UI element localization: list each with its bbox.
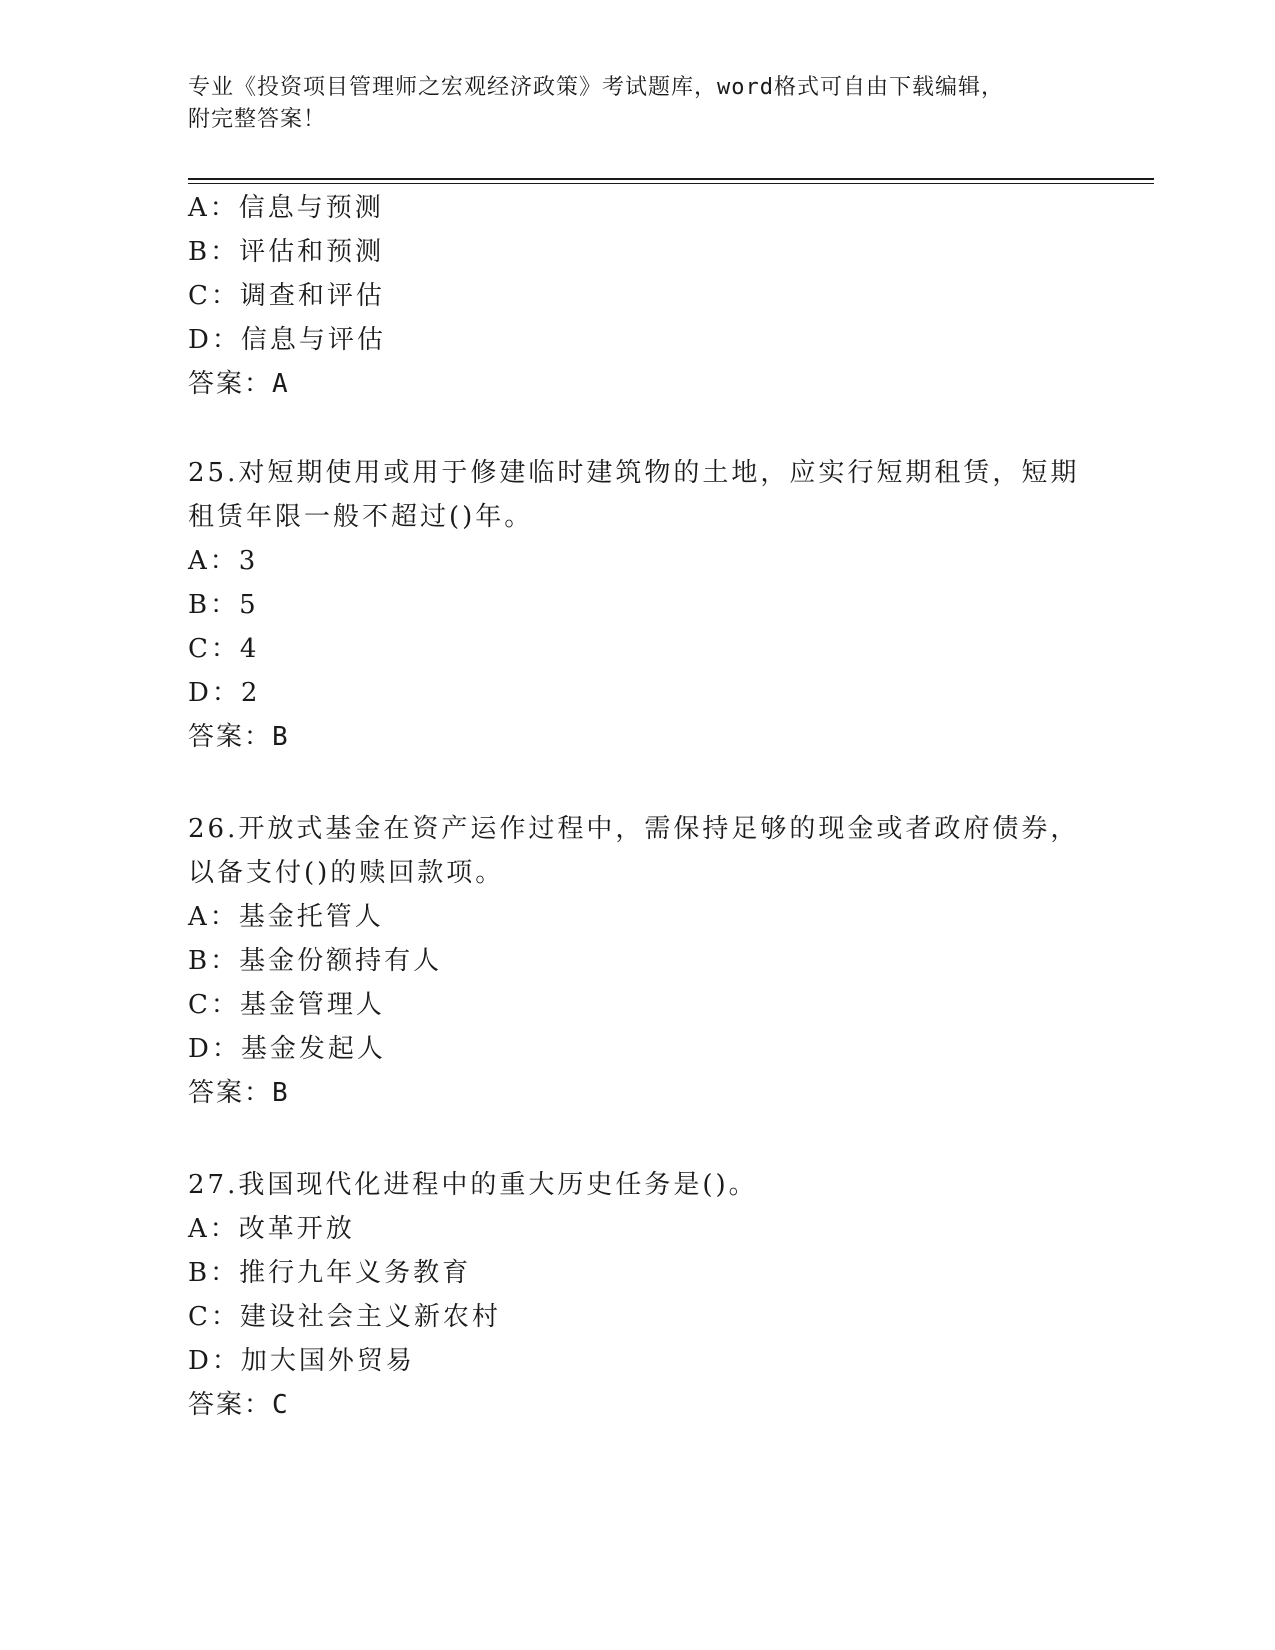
option-text: 信息与评估 <box>240 325 386 355</box>
question-stem-line: 27.我国现代化进程中的重大历史任务是()。 <box>188 1170 758 1200</box>
option-label: A： <box>188 193 239 223</box>
header-line-1: 专业《投资项目管理师之宏观经济政策》考试题库，word格式可自由下载编辑， <box>188 75 1004 100</box>
option-label: A： <box>188 902 239 932</box>
option-line <box>188 185 384 231</box>
option-text: 加大国外贸易 <box>240 1346 415 1376</box>
option-text: 4 <box>239 634 260 664</box>
option-line <box>188 1294 501 1340</box>
answer-value: B <box>272 722 288 752</box>
option-label: C： <box>188 1302 240 1332</box>
option-line <box>188 938 442 984</box>
document-header <box>188 72 1088 136</box>
option-line <box>188 1250 471 1296</box>
option-text: 3 <box>238 546 259 576</box>
option-line <box>188 982 385 1028</box>
option-text: 改革开放 <box>238 1214 355 1244</box>
answer-label: 答案： <box>188 722 273 752</box>
option-line <box>188 317 386 363</box>
option-label: C： <box>188 281 240 311</box>
option-label: B： <box>188 1258 240 1288</box>
answer-value: C <box>272 1390 288 1420</box>
answer-label: 答案： <box>188 1390 273 1420</box>
header-line-2: 附完整答案！ <box>188 107 327 132</box>
answer-value: A <box>272 369 288 399</box>
answer-value: B <box>272 1078 288 1108</box>
option-label: D： <box>188 325 241 355</box>
option-label: D： <box>188 1346 241 1376</box>
option-text: 信息与预测 <box>238 193 384 223</box>
option-label: C： <box>188 990 240 1020</box>
answer-label: 答案： <box>188 369 273 399</box>
option-label: B： <box>188 237 240 267</box>
answer-line <box>188 714 288 760</box>
option-line <box>188 1206 355 1252</box>
option-text: 基金托管人 <box>238 902 384 932</box>
option-line <box>188 538 258 584</box>
option-label: B： <box>188 946 240 976</box>
option-line <box>188 1026 386 1072</box>
question-stem-line: 25.对短期使用或用于修建临时建筑物的土地，应实行短期租赁，短期 <box>188 458 1080 488</box>
answer-line <box>188 1070 288 1116</box>
option-text: 基金管理人 <box>239 990 385 1020</box>
option-label: D： <box>188 1034 241 1064</box>
option-line <box>188 273 385 319</box>
option-text: 推行九年义务教育 <box>239 1258 472 1288</box>
option-label: B： <box>188 590 240 620</box>
option-line <box>188 670 260 716</box>
answer-line <box>188 361 288 407</box>
option-label: C： <box>188 634 240 664</box>
option-line <box>188 626 259 672</box>
question-stem-line: 租赁年限一般不超过()年。 <box>188 502 534 532</box>
option-text: 5 <box>239 590 259 620</box>
question-stem-line: 26.开放式基金在资产运作过程中，需保持足够的现金或者政府债券， <box>188 814 1080 844</box>
option-text: 调查和评估 <box>239 281 385 311</box>
option-text: 2 <box>240 678 261 708</box>
answer-label: 答案： <box>188 1078 273 1108</box>
question-stem-line: 以备支付()的赎回款项。 <box>188 858 505 888</box>
option-line <box>188 894 384 940</box>
option-text: 基金份额持有人 <box>239 946 443 976</box>
option-line <box>188 229 384 275</box>
option-line <box>188 1338 415 1384</box>
option-label: A： <box>188 1214 239 1244</box>
option-text: 评估和预测 <box>239 237 385 267</box>
option-label: D： <box>188 678 241 708</box>
option-text: 基金发起人 <box>240 1034 386 1064</box>
answer-line <box>188 1382 288 1428</box>
option-line <box>188 582 259 628</box>
header-divider-thick <box>188 178 1154 180</box>
header-divider-thin <box>188 183 1154 184</box>
option-label: A： <box>188 546 239 576</box>
option-text: 建设社会主义新农村 <box>239 1302 501 1332</box>
